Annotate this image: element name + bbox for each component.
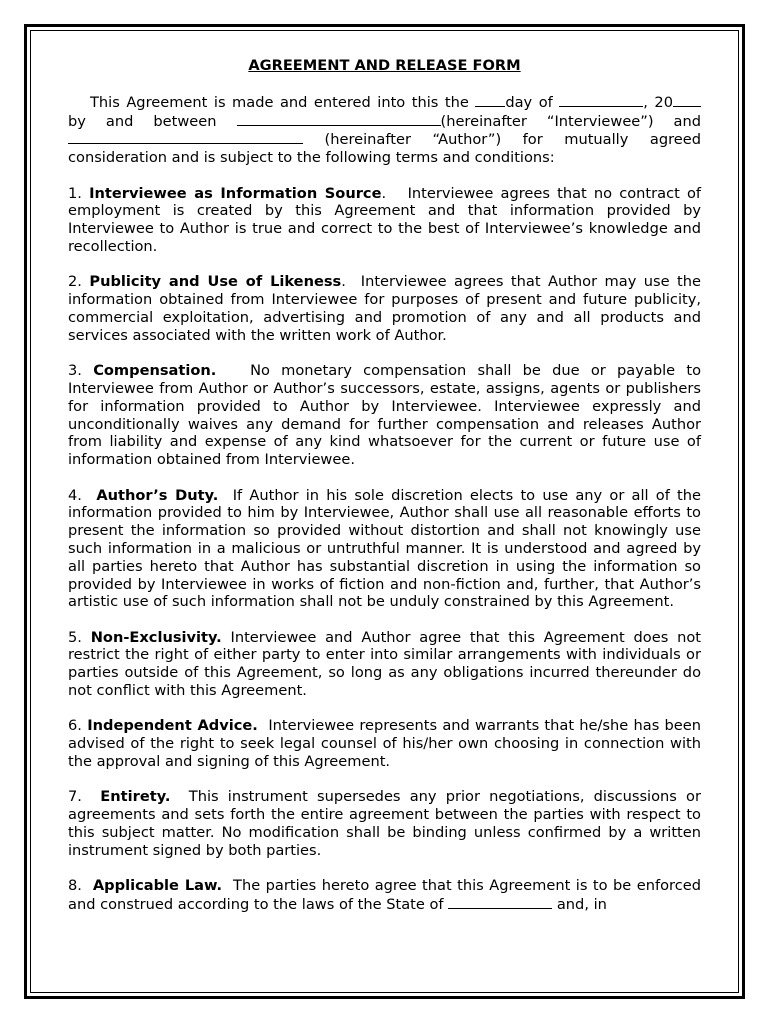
- month-blank[interactable]: [559, 93, 643, 107]
- section-number: 5.: [68, 628, 82, 646]
- section-heading: Compensation.: [93, 362, 217, 380]
- section-body: Interviewee represents and warrants that he/she has been advised of the right to seek legal counsel of his/her own choosing in connection with the approval and signing of this Agreement.: [68, 717, 702, 771]
- section-heading: Non-Exclusivity.: [90, 628, 222, 646]
- interviewee-name-blank[interactable]: [237, 112, 441, 126]
- section-1: [68, 185, 701, 256]
- section-number: 4.: [68, 486, 82, 504]
- intro-text-1: This Agreement is made and entered into this the: [90, 93, 469, 111]
- document-body: [68, 57, 701, 931]
- section-heading: Author’s Duty.: [96, 486, 219, 504]
- section-heading: Applicable Law.: [92, 877, 223, 895]
- state-blank[interactable]: [448, 895, 552, 909]
- section-number: 8.: [68, 877, 82, 895]
- section-number: 1.: [68, 184, 82, 202]
- intro-text-4: by and between: [68, 112, 217, 130]
- section-number: 3.: [68, 362, 82, 380]
- section-number: 2.: [68, 273, 82, 291]
- section-body: No monetary compensation shall be due or payable to Interviewee from Author or Author’s successors, estate, assigns, agents or publishers for information provided to Author by Interviewee. Interviewee expressly and unconditionally waives any demand for further compensation and releases Author from liability and expense of any kind whatsoever for the current or future use of information obtained from Interviewee.: [68, 362, 702, 469]
- year-blank[interactable]: [673, 93, 701, 107]
- section-heading-sep: .: [381, 184, 387, 202]
- section-3: [68, 362, 701, 469]
- section-heading: Independent Advice.: [87, 717, 258, 735]
- section-2: [68, 273, 701, 344]
- intro-text-3: , 20: [643, 93, 673, 111]
- day-blank[interactable]: [475, 93, 505, 107]
- section-4: [68, 487, 701, 612]
- document-title: AGREEMENT AND RELEASE FORM: [248, 57, 521, 74]
- intro-text-6: (hereinafter “Author”) for mutually agreed consideration and is subject to the following terms and conditions:: [68, 131, 701, 167]
- author-name-blank[interactable]: [68, 130, 303, 144]
- section-heading-sep: .: [341, 273, 346, 291]
- section-body: Interviewee and Author agree that this Agreement does not restrict the right of either party to enter into similar arrangements with individuals or parties outside of this Agreement, so long as any obligations incurred thereunder do not conflict with this Agreement.: [68, 628, 701, 700]
- section-body: This instrument supersedes any prior negotiations, discussions or agreements and sets forth the entire agreement between the parties with respect to this subject matter. No modification shall be binding unless confirmed by a written instrument signed by both parties.: [68, 788, 701, 859]
- section-6: [68, 717, 701, 770]
- section-5: [68, 629, 701, 700]
- section-body: Interviewee agrees that Author may use the information obtained from Interviewee for purposes of present and future publicity, commercial exploitation, advertising and promotion of any and all products and services associated with the written work of Author.: [68, 273, 701, 344]
- section-body: If Author in his sole discretion elects to use any or all of the information provided to him by Interviewee, Author shall use all reasonable efforts to present the information so provided without distortion and shall not knowingly use such information in a malicious or untruthful manner. It is understood and agreed by all parties hereto that Author has substantial discretion in using the information so provided by Interviewee in works of fiction and non-fiction and, further, that Author’s artistic use of such information shall not be unduly constrained by this Agreement.: [68, 486, 702, 611]
- intro-text-5: (hereinafter “Interviewee”) and: [440, 112, 702, 130]
- intro-paragraph: [68, 93, 701, 167]
- section-heading: Interviewee as Information Source: [89, 184, 382, 202]
- section-body: The parties hereto agree that this Agreement is to be enforced and construed according to the laws of the State of: [68, 877, 701, 914]
- section-number: 7.: [68, 788, 82, 806]
- section-heading: Entirety.: [100, 788, 171, 806]
- intro-text-2: day of: [505, 93, 553, 111]
- section-number: 6.: [68, 717, 82, 735]
- section-body: Interviewee agrees that no contract of employment is created by this Agreement and that information provided by Interviewee to Author is true and correct to the best of Interviewee’s knowledge and recollection.: [68, 184, 702, 255]
- section-tail: and, in: [556, 896, 607, 914]
- section-7: [68, 788, 701, 859]
- section-heading: Publicity and Use of Likeness: [89, 273, 342, 291]
- section-8: [68, 877, 701, 914]
